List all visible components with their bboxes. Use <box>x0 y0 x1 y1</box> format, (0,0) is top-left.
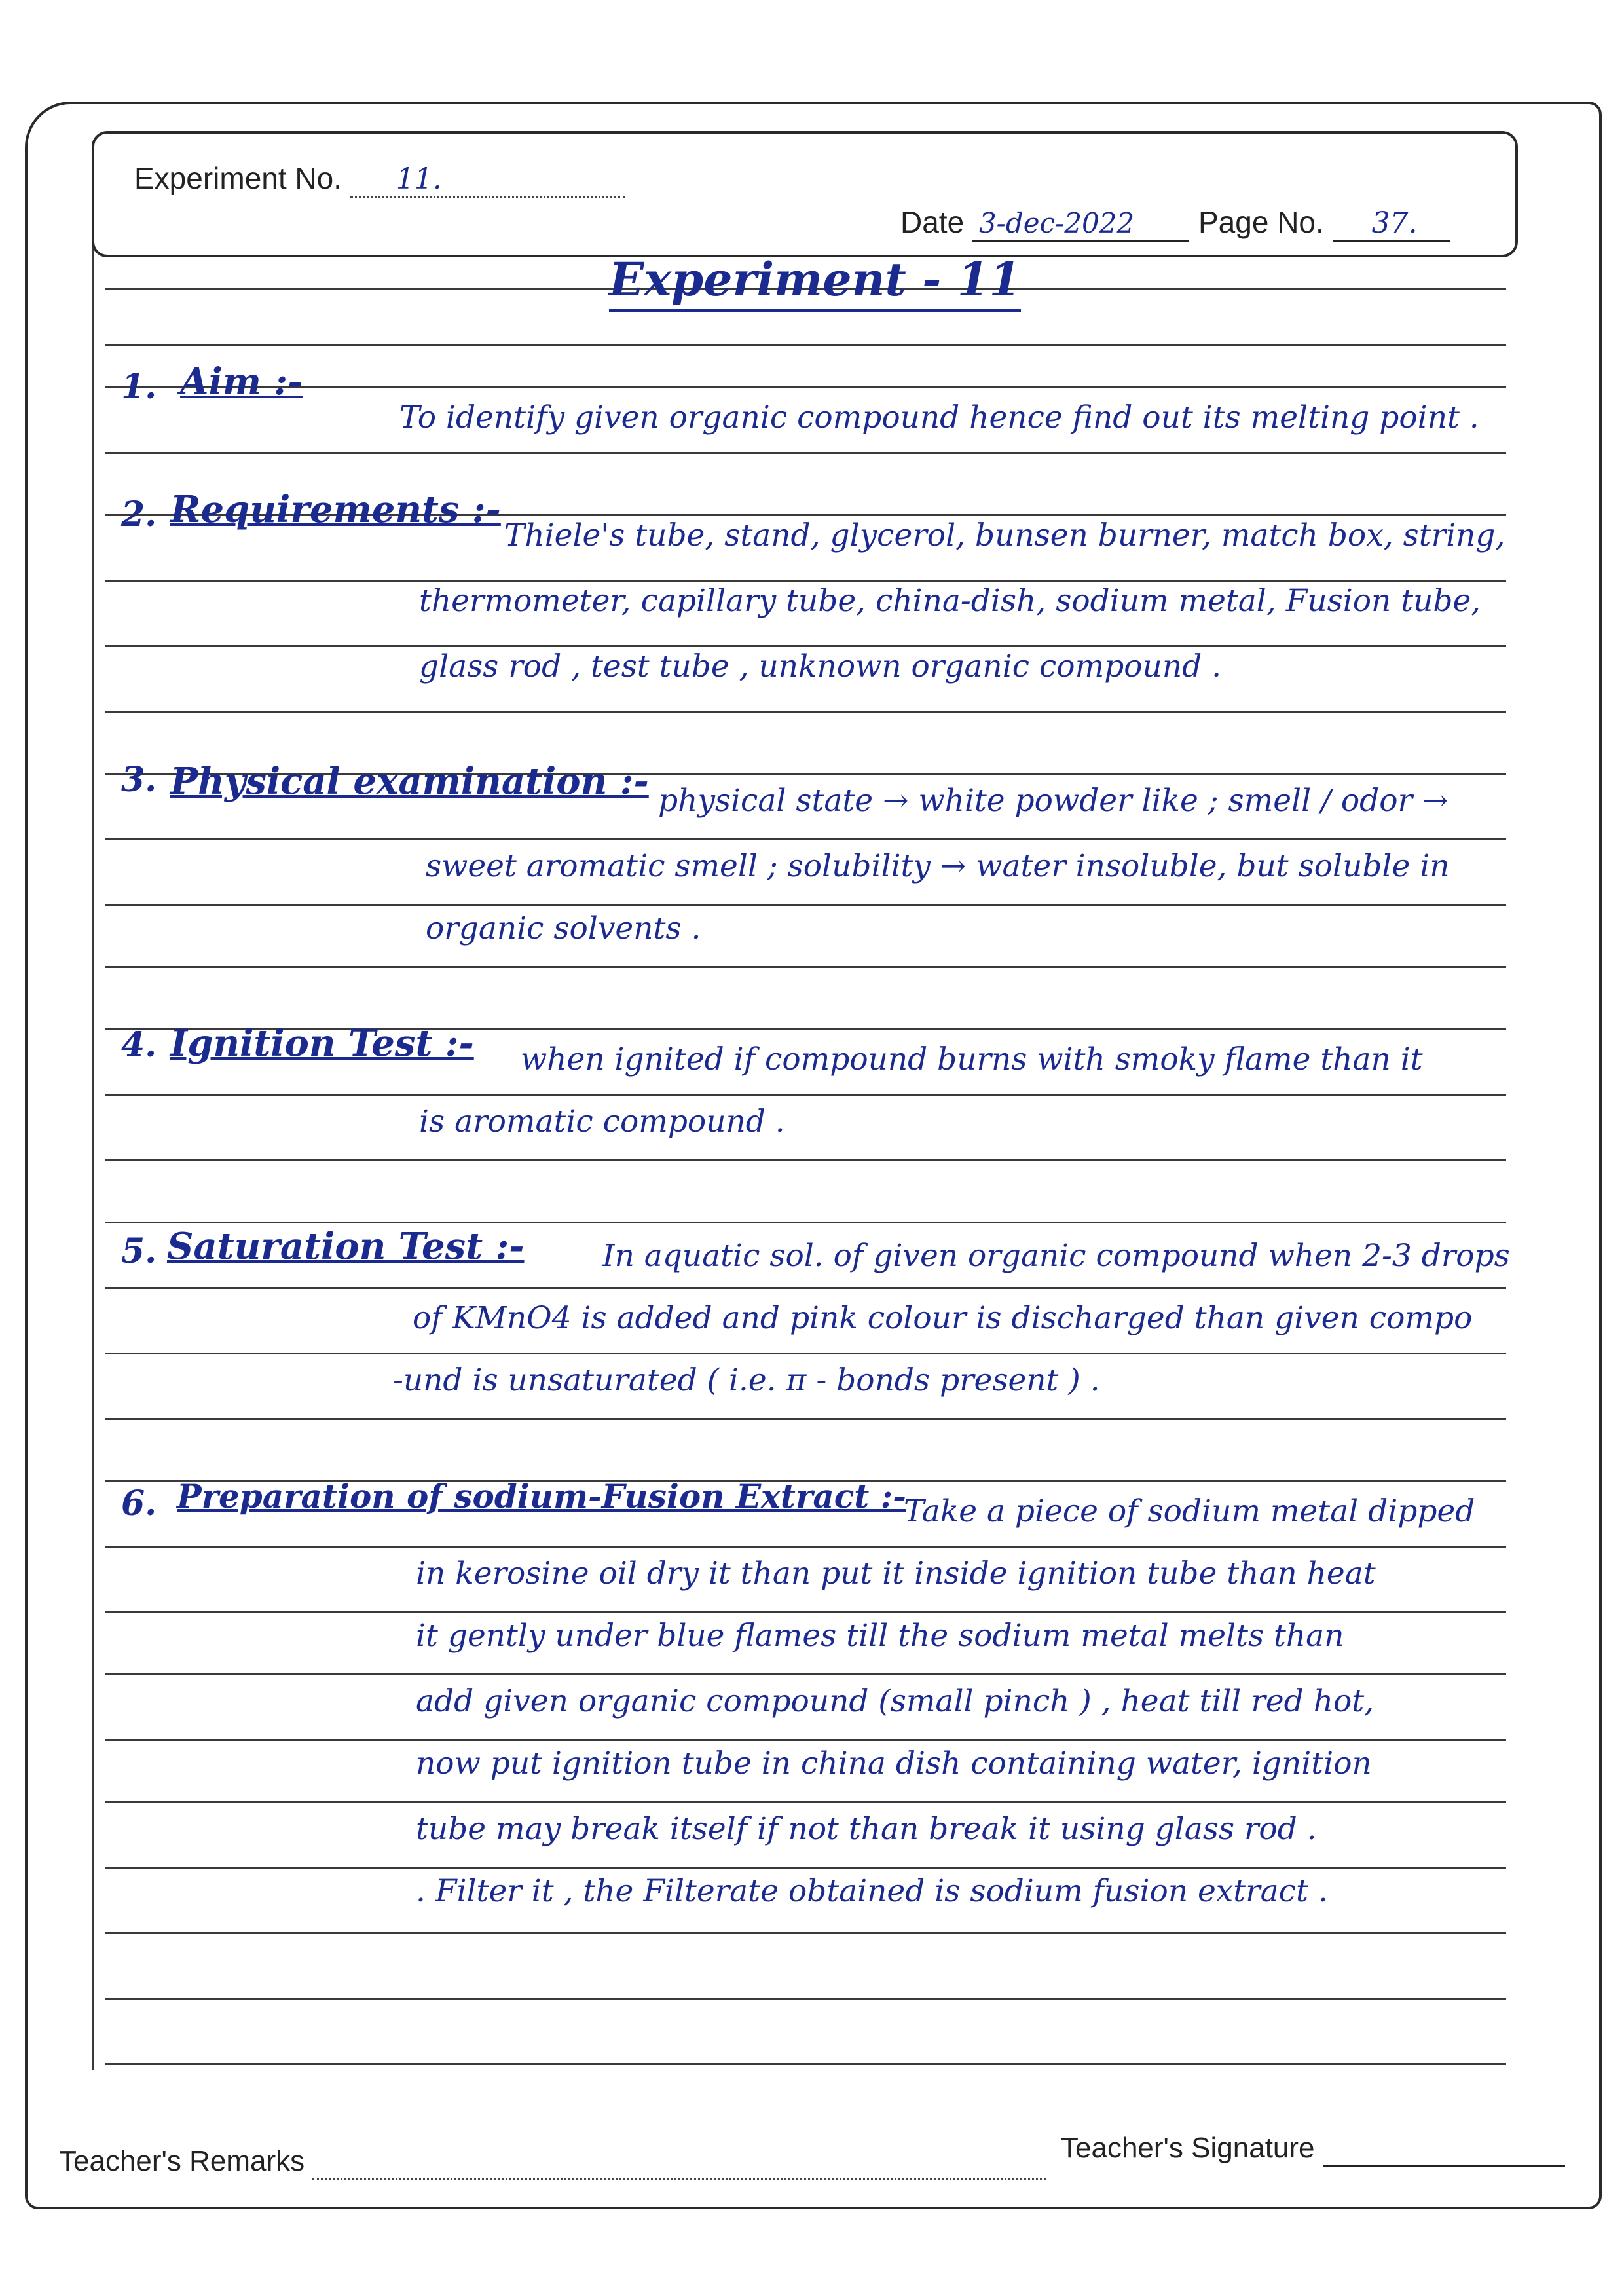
teacher-signature-label: Teacher's Signature <box>1061 2132 1315 2164</box>
section-heading-ignition-test: Ignition Test :- <box>170 1022 474 1065</box>
ruled-line <box>105 1739 1506 1741</box>
teacher-remarks-field <box>59 2145 1046 2180</box>
section-line: tube may break itself if not than break it using glass rod . <box>416 1811 1317 1847</box>
ruled-line <box>105 580 1506 582</box>
teacher-remarks-label: Teacher's Remarks <box>59 2145 305 2177</box>
section-line: is aromatic compound . <box>419 1104 785 1140</box>
ruled-line <box>105 645 1506 647</box>
section-line: organic solvents . <box>426 910 701 946</box>
section-number: 5. <box>121 1231 157 1271</box>
section-line: In aquatic sol. of given organic compound when 2-3 drops <box>602 1238 1510 1274</box>
page-number-value: 37. <box>1371 206 1418 240</box>
section-number: 3. <box>121 760 157 800</box>
section-heading-physical-examination: Physical examination :- <box>170 760 649 803</box>
ruled-line <box>105 1673 1506 1675</box>
section-number: 1. <box>121 367 157 407</box>
teacher-signature-field <box>1061 2132 1565 2167</box>
section-line: it gently under blue flames till the sodium metal melts than <box>416 1618 1344 1654</box>
section-line: physical state → white powder like ; smell / odor → <box>658 783 1449 819</box>
section-number: 2. <box>121 494 157 534</box>
date-line <box>972 204 1189 242</box>
page-number-line <box>1333 204 1450 242</box>
experiment-number-line <box>350 160 625 198</box>
section-heading-sodium-fusion-extract: Preparation of sodium-Fusion Extract :- <box>177 1477 906 1516</box>
section-line: now put ignition tube in china dish containing water, ignition <box>416 1745 1372 1782</box>
ruled-line <box>105 1998 1506 2000</box>
section-line: of KMnO4 is added and pink colour is discharged than given compo <box>413 1300 1473 1336</box>
ruled-line <box>105 452 1506 454</box>
section-line: in kerosine oil dry it than put it inside ignition tube than heat <box>416 1556 1376 1592</box>
experiment-number-label: Experiment No. <box>134 161 342 195</box>
section-line: sweet aromatic smell ; solubility → water insoluble, but soluble in <box>426 848 1450 884</box>
ruled-line <box>105 1287 1506 1289</box>
ruled-line <box>105 711 1506 713</box>
ruled-line <box>105 344 1506 346</box>
ruled-line <box>105 2063 1506 2065</box>
ruled-line <box>105 1546 1506 1548</box>
date-label: Date <box>900 205 965 239</box>
ruled-line <box>105 1222 1506 1223</box>
ruled-line <box>105 386 1506 388</box>
ruled-line <box>105 1867 1506 1869</box>
section-line: -und is unsaturated ( i.e. π - bonds present ) . <box>393 1362 1100 1398</box>
ruled-line <box>105 966 1506 968</box>
section-line: . Filter it , the Filterate obtained is sodium fusion extract . <box>416 1873 1328 1909</box>
ruled-line <box>105 1353 1506 1354</box>
ruled-line <box>105 1801 1506 1803</box>
ruled-line <box>105 838 1506 840</box>
section-line: when ignited if compound burns with smoky flame than it <box>521 1041 1423 1077</box>
section-number: 6. <box>121 1483 157 1523</box>
teacher-signature-line <box>1323 2132 1565 2167</box>
section-heading-aim: Aim :- <box>180 360 303 403</box>
ruled-line <box>105 1094 1506 1096</box>
section-line: thermometer, capillary tube, china-dish, sodium metal, Fusion tube, <box>419 583 1481 619</box>
teacher-remarks-line <box>312 2145 1046 2180</box>
section-heading-requirements: Requirements :- <box>170 488 501 531</box>
ruled-line <box>105 1159 1506 1161</box>
ruled-line <box>105 1418 1506 1420</box>
page-number-field <box>1198 204 1450 242</box>
ruled-line <box>105 1611 1506 1613</box>
margin-line <box>92 223 94 2070</box>
section-line: To identify given organic compound hence find out its melting point . <box>399 400 1479 436</box>
section-number: 4. <box>121 1025 157 1065</box>
date-field <box>900 204 1189 242</box>
section-line: glass rod , test tube , unknown organic compound . <box>419 648 1222 684</box>
experiment-number-value: 11. <box>396 162 442 196</box>
experiment-number-field <box>134 160 625 198</box>
page-title: Experiment - 11 <box>609 252 1021 312</box>
ruled-line <box>105 1932 1506 1934</box>
section-line: Take a piece of sodium metal dipped <box>904 1493 1475 1529</box>
section-line: Thiele's tube, stand, glycerol, bunsen burner, match box, string, <box>504 517 1505 553</box>
date-value: 3-dec-2022 <box>978 207 1135 239</box>
ruled-line <box>105 904 1506 906</box>
section-line: add given organic compound (small pinch ) , heat till red hot, <box>416 1683 1375 1719</box>
page-number-label: Page No. <box>1198 205 1324 239</box>
section-heading-saturation-test: Saturation Test :- <box>167 1225 525 1268</box>
